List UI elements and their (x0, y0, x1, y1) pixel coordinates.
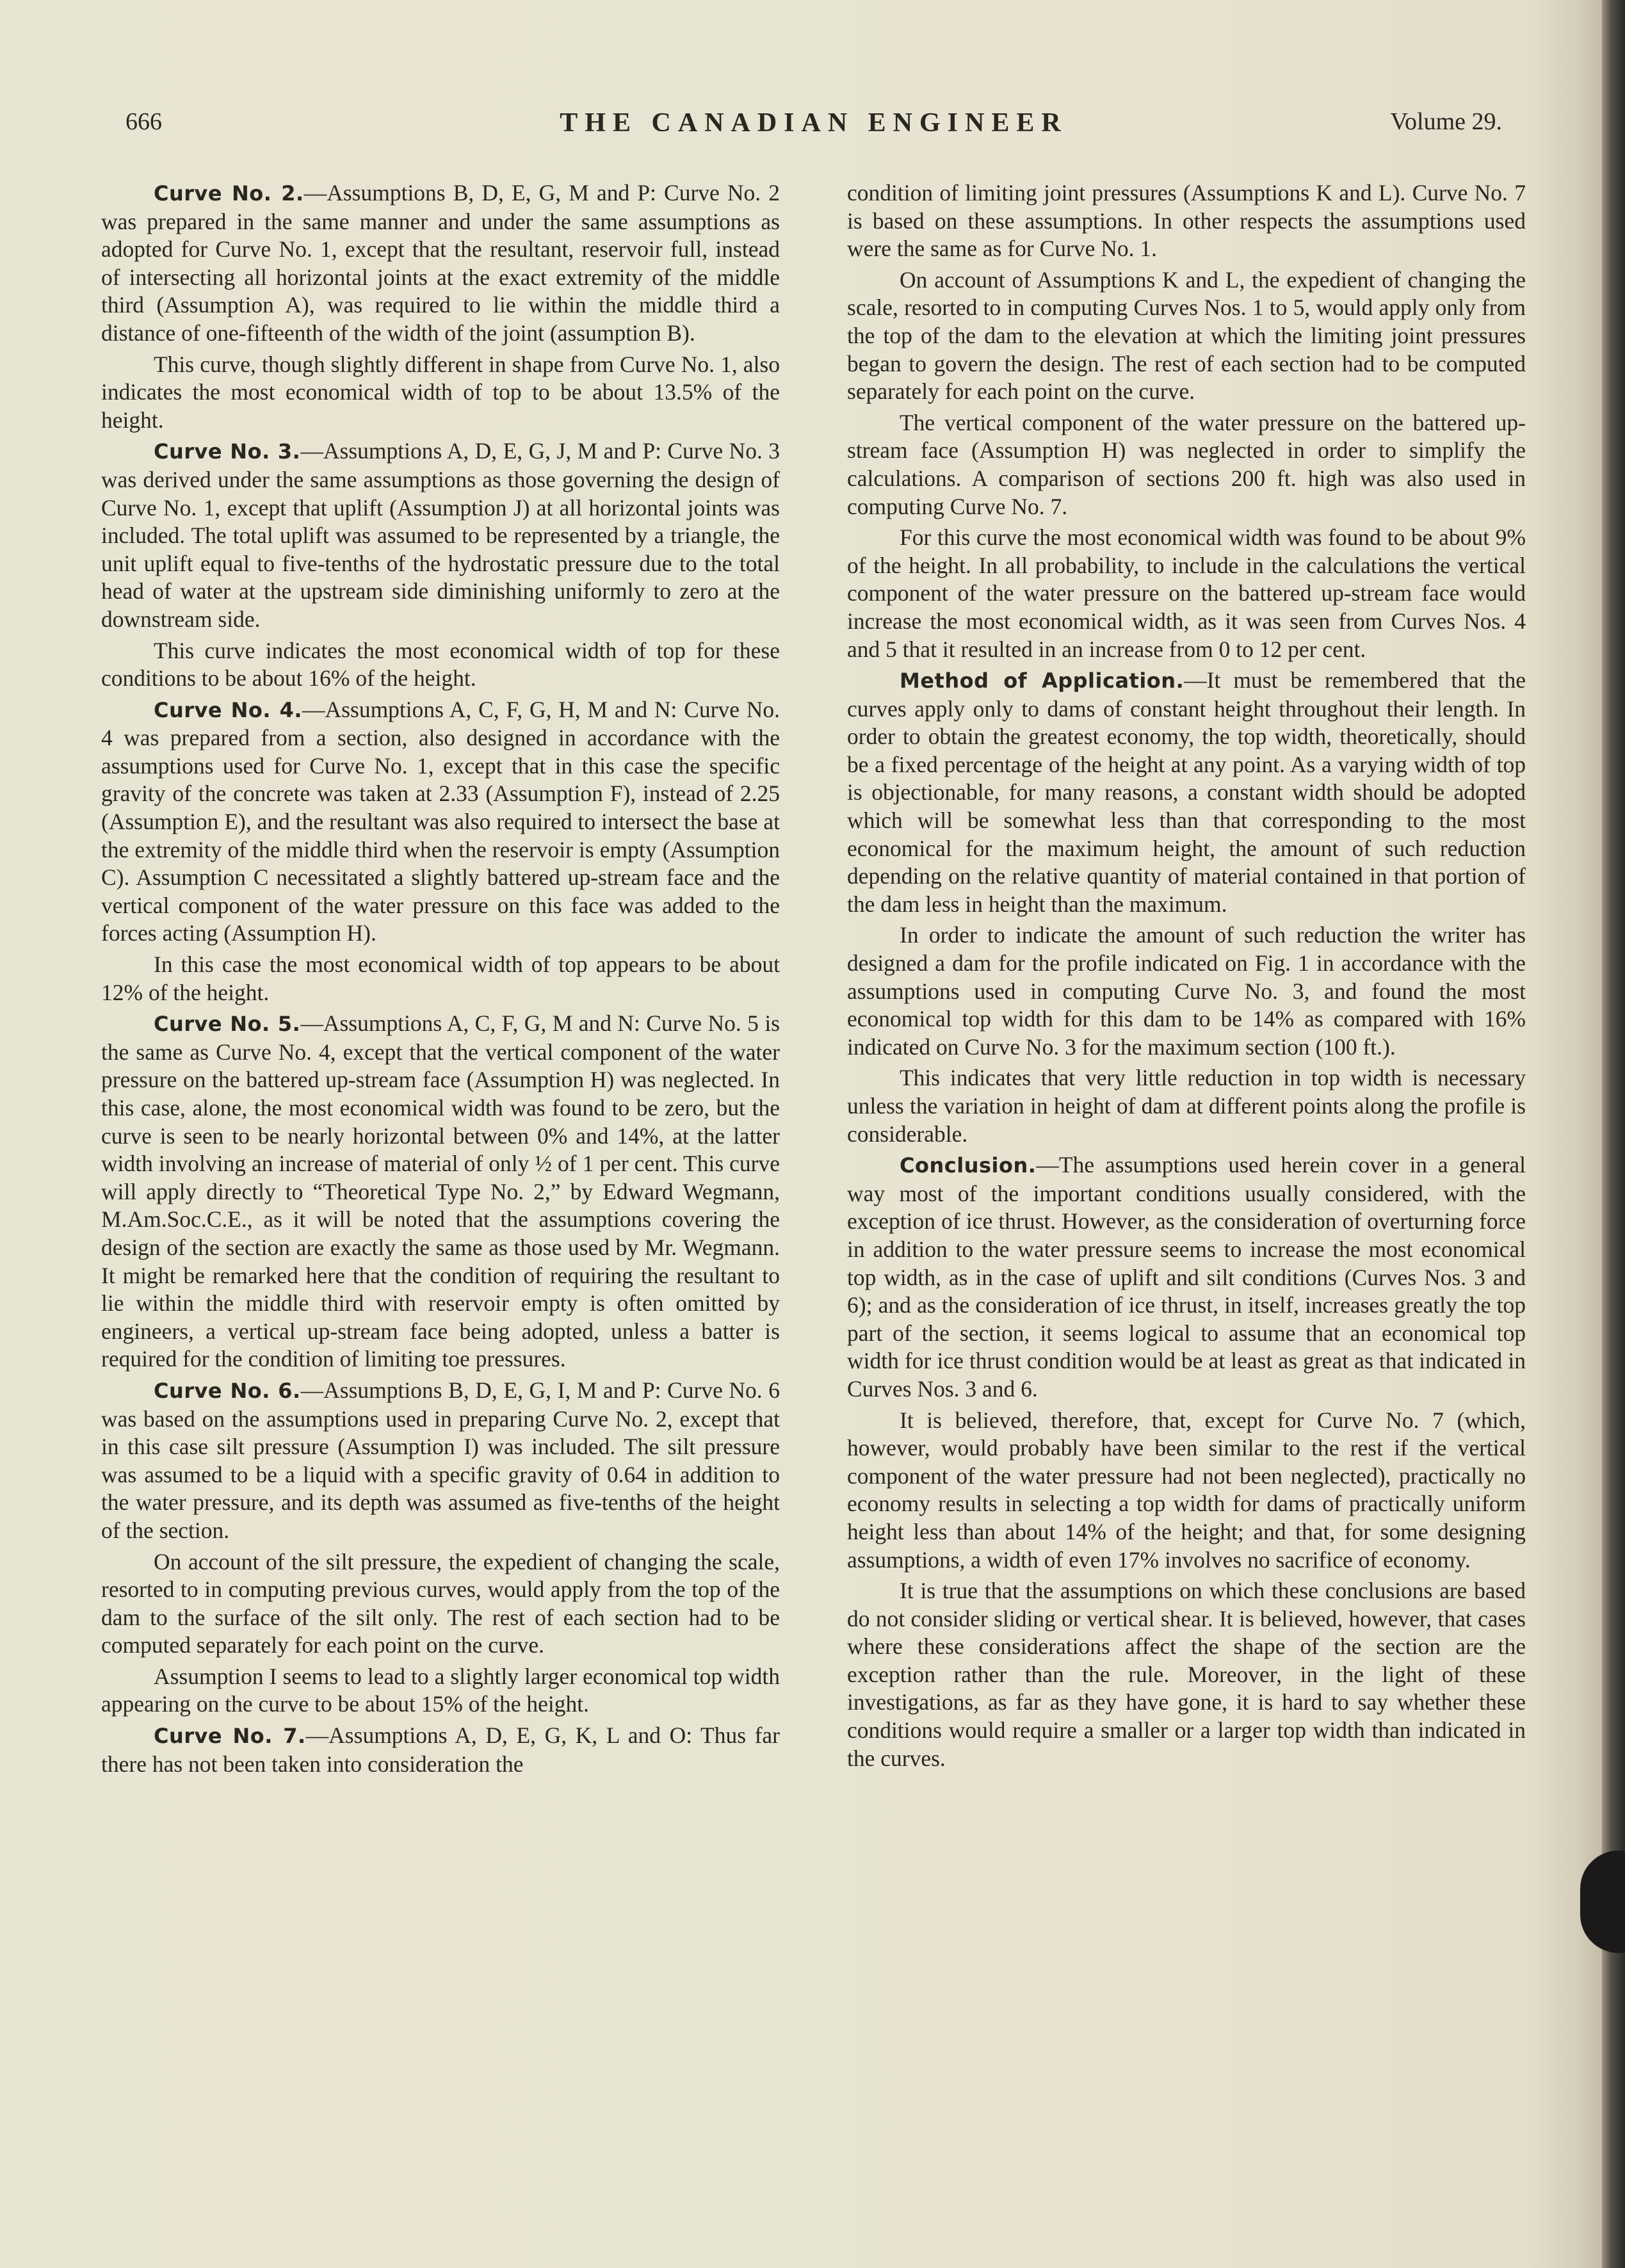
section-heading: Method of Application. (900, 668, 1184, 693)
paragraph-text: This curve, though slightly different in shape from Curve No. 1, also indicates the most economical width of top to be about 13.5% of the height. (101, 351, 780, 433)
paragraph-text: On account of Assumptions K and L, the expedient of changing the scale, resorted to in computing Curves Nos. 1 to 5, would apply only from the top of the dam to the elevation at which the limiting joint pressures began to govern the design. The rest of each section had to be computed separately for each point on the curve. (847, 266, 1526, 405)
paragraph (101, 1663, 780, 1719)
paragraph-text: For this curve the most economical width was found to be about 9% of the height. In all probability, to include in the calculations the vertical component of the water pressure on the battered up-stream face would increase the most economical width, as it was seen from Curves Nos. 4 and 5 that it resulted in an increase from 0 to 12 per cent. (847, 524, 1526, 662)
paragraph (101, 1548, 780, 1660)
paragraph-text: Assumption I seems to lead to a slightly larger economical top width appearing on the curve to be about 15% of the height. (101, 1663, 780, 1717)
paragraph (101, 637, 780, 693)
section-heading: Curve No. 6. (154, 1378, 301, 1403)
paragraph (101, 696, 780, 948)
paragraph-text: In this case the most economical width of top appears to be about 12% of the height. (101, 952, 780, 1005)
right-column (847, 179, 1526, 1776)
paragraph-text: This curve indicates the most economical width of top for these conditions to be about 16% of the height. (101, 637, 780, 692)
section-heading: Curve No. 3. (154, 439, 301, 464)
paragraph (847, 1407, 1526, 1575)
paragraph-text: —Assumptions B, D, E, G, I, M and P: Curve No. 6 was based on the assumptions used in preparing Curve No. 2, except that in this case silt pressure (Assumption I) was included. The silt pressure was assumed to be a liquid with a specific gravity of 0.64 in addition to the water pressure, and its depth was assumed as five-tenths of the height of the section. (101, 1377, 780, 1543)
binding-tab (1580, 1851, 1625, 1953)
paragraph (101, 1010, 780, 1373)
paragraph-text: On account of the silt pressure, the expedient of changing the scale, resorted to in computing previous curves, would apply from the top of the dam to the surface of the silt only. The rest of each section had to be computed separately for each point on the curve. (101, 1548, 780, 1658)
paragraph-text: —Assumptions A, D, E, G, J, M and P: Curve No. 3 was derived under the same assumptions as those governing the design of Curve No. 1, except that uplift (Assumption J) at all horizontal joints was included. The total uplift was assumed to be represented by a triangle, the unit uplift equal to five-tenths of the hydrostatic pressure due to the total head of water at the upstream side diminishing uniformly to zero at the downstream side. (101, 438, 780, 632)
paragraph-text: In order to indicate the amount of such reduction the writer has designed a dam for the profile indicated on Fig. 1 in accordance with the assumptions used in computing Curve No. 3, and found the most economical top width for this dam to be 14% as compared with 16% indicated on Curve No. 3 for the maximum section (100 ft.). (847, 922, 1526, 1060)
paragraph (847, 1577, 1526, 1772)
paragraph-text: —It must be remembered that the curves apply only to dams of constant height throughout their length. In order to obtain the greatest economy, the top width, theoretically, should be a fixed percentage of the height at any point. As a varying width of top is objectionable, for many reasons, a constant width should be adopted which will be somewhat less than that corresponding to the most economical for the maximum height, the amount of such reduction depending on the relative quantity of material contained in that portion of the dam less in height than the maximum. (847, 667, 1526, 917)
paragraph (101, 437, 780, 633)
paragraph (847, 667, 1526, 918)
paragraph (847, 921, 1526, 1061)
section-heading: Curve No. 5. (154, 1012, 301, 1037)
paragraph (847, 409, 1526, 521)
paragraph-text: —The assumptions used herein cover in a general way most of the important conditions usually considered, with the exception of ice thrust. However, as the consideration of overturning force in addition to the water pressure seems to increase the most economical top width, as in the case of uplift and silt conditions (Curves Nos. 3 and 6); and as the consideration of ice thrust, in itself, increases greatly the top part of the section, it seems logical to assume that an economical top width for ice thrust condition would be at least as great as that indicated in Curves Nos. 3 and 6. (847, 1152, 1526, 1402)
paragraph (847, 1151, 1526, 1403)
journal-title: THE CANADIAN ENGINEER (560, 108, 1068, 138)
volume-label: Volume 29. (1390, 108, 1502, 135)
paragraph (847, 524, 1526, 663)
section-heading: Curve No. 2. (154, 181, 304, 206)
section-heading: Curve No. 7. (154, 1724, 306, 1749)
left-column (101, 179, 780, 1781)
paragraph-text: —Assumptions B, D, E, G, M and P: Curve No. 2 was prepared in the same manner and under the same assumptions as adopted for Curve No. 1, except that the resultant, reservoir full, instead of intersecting all horizontal joints at the exact extremity of the middle third (Assumption A), was required to lie within the middle third a distance of one-fifteenth of the width of the joint (assumption B). (101, 180, 780, 346)
paragraph-text: —Assumptions A, C, F, G, H, M and N: Curve No. 4 was prepared from a section, also designed in accordance with the assumptions used for Curve No. 1, except that in this case the specific gravity of the concrete was taken at 2.33 (Assumption F), instead of 2.25 (Assumption E), and the resultant was also required to intersect the base at the extremity of the middle third when the reservoir is empty (Assumption C). Assumption C necessitated a slightly battered up-stream face and the vertical component of the water pressure on this face was added to the forces acting (Assumption H). (101, 696, 780, 946)
paragraph-text: The vertical component of the water pressure on the battered up-stream face (Assumption H) was neglected in order to simplify the calculations. A comparison of sections 200 ft. high was also used in computing Curve No. 7. (847, 409, 1526, 519)
paragraph-text: —Assumptions A, C, F, G, M and N: Curve No. 5 is the same as Curve No. 4, except that the vertical component of the water pressure on the battered up-stream face (Assumption H) was neglected. In this case, alone, the most economical width was found to be zero, but the curve is seen to be nearly horizontal between 0% and 14%, at the latter width involving an increase of material of only ½ of 1 per cent. This curve will apply directly to “Theoretical Type No. 2,” by Edward Wegmann, M.Am.Soc.C.E., as it will be noted that the assumptions covering the design of the section are exactly the same as those used by Mr. Wegmann. It might be remarked here that the condition of requiring the resultant to lie within the middle third with reservoir empty is often omitted by engineers, a vertical up-stream face being adopted, unless a batter is required for the condition of limiting toe pressures. (101, 1010, 780, 1372)
paragraph (101, 1377, 780, 1545)
paragraph (101, 179, 780, 348)
paragraph-text: It is believed, therefore, that, except for Curve No. 7 (which, however, would probably have been similar to the rest if the vertical component of the water pressure had not been neglected), practically no economy results in selecting a top width for dams of practically uniform height less than about 14% of the height; and that, for some designing assumptions, a width of even 17% involves no sacrifice of economy. (847, 1407, 1526, 1573)
paragraph (101, 1722, 780, 1778)
section-heading: Conclusion. (900, 1153, 1037, 1178)
running-header (125, 108, 1502, 159)
page-number: 666 (125, 108, 162, 135)
paragraph (847, 179, 1526, 263)
section-heading: Curve No. 4. (154, 697, 303, 722)
paragraph-text: —Assumptions A, D, E, G, K, L and O: Thus far there has not been taken into consideration the (101, 1722, 780, 1777)
paragraph-text: This indicates that very little reduction in top width is necessary unless the variation in height of dam at different points along the profile is considerable. (847, 1065, 1526, 1147)
paragraph (847, 266, 1526, 406)
paragraph-text: condition of limiting joint pressures (Assumptions K and L). Curve No. 7 is based on these assumptions. In other respects the assumptions used were the same as for Curve No. 1. (847, 180, 1526, 262)
paragraph-text: It is true that the assumptions on which these conclusions are based do not consider sliding or vertical shear. It is believed, however, that cases where these considerations affect the shape of the section are the exception rather than the rule. Moreover, in the light of these investigations, as far as they have gone, it is hard to say whether these conditions would require a smaller or a larger top width than indicated in the curves. (847, 1578, 1526, 1771)
paragraph (101, 351, 780, 435)
paragraph (847, 1064, 1526, 1148)
paragraph (101, 951, 780, 1007)
